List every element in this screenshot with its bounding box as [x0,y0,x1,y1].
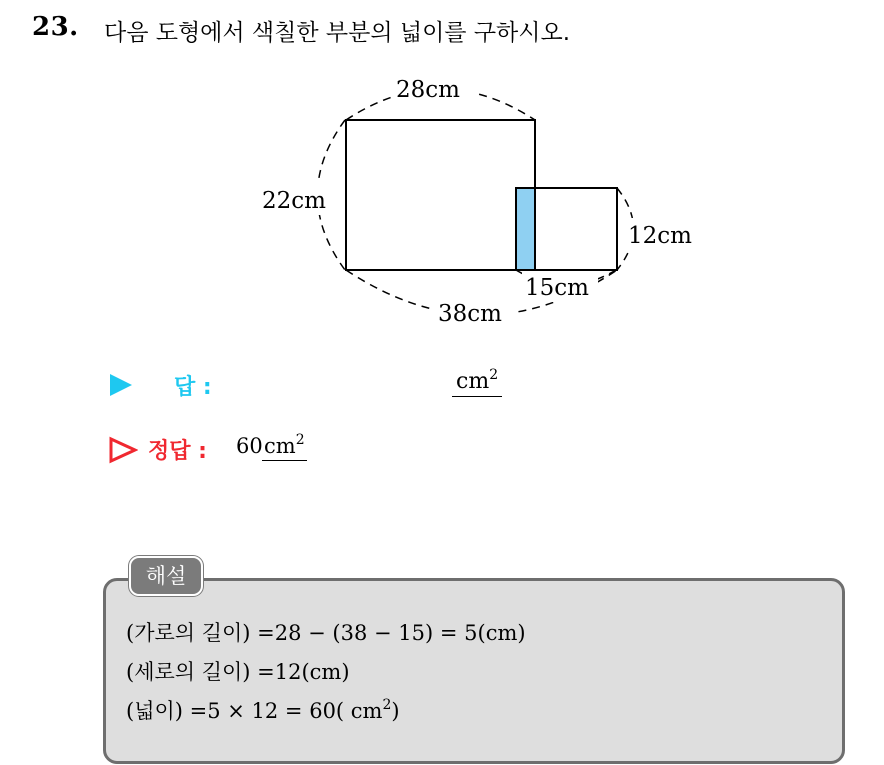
label-22cm: 22cm [262,188,326,214]
label-38cm: 38cm [438,301,502,327]
explanation-line-area: (넓이) =5 × 12 = 60( $cm^2$) [126,697,400,723]
explanation-line-height: (세로의 길이) =12(cm) [126,660,350,684]
explanation-tag: 해설 [129,556,203,596]
answer-blank[interactable]: $cm^2$ [452,368,502,397]
explanation-line-width: (가로의 길이) =28 − (38 − 15) = 5(cm) [126,621,526,645]
answer-row [108,368,528,408]
question-number: 23. [32,12,79,42]
correct-answer-row [108,432,528,472]
play-arrow-icon [108,372,134,398]
area-figure [0,0,884,340]
label-12cm: 12cm [628,223,692,249]
label-28cm: 28cm [396,77,460,103]
correct-answer-unit: $cm^2$ [262,432,307,461]
shaded-region [516,188,535,270]
large-rectangle [346,120,535,270]
correct-answer-value: 60 [236,434,263,458]
label-15cm: 15cm [525,275,589,301]
answer-label: 답 : [174,375,212,400]
outline-arrow-icon [108,436,138,464]
correct-answer-label: 정답 : [148,439,207,464]
question-text: 다음 도형에서 색칠한 부분의 넓이를 구하시오. [104,20,571,46]
